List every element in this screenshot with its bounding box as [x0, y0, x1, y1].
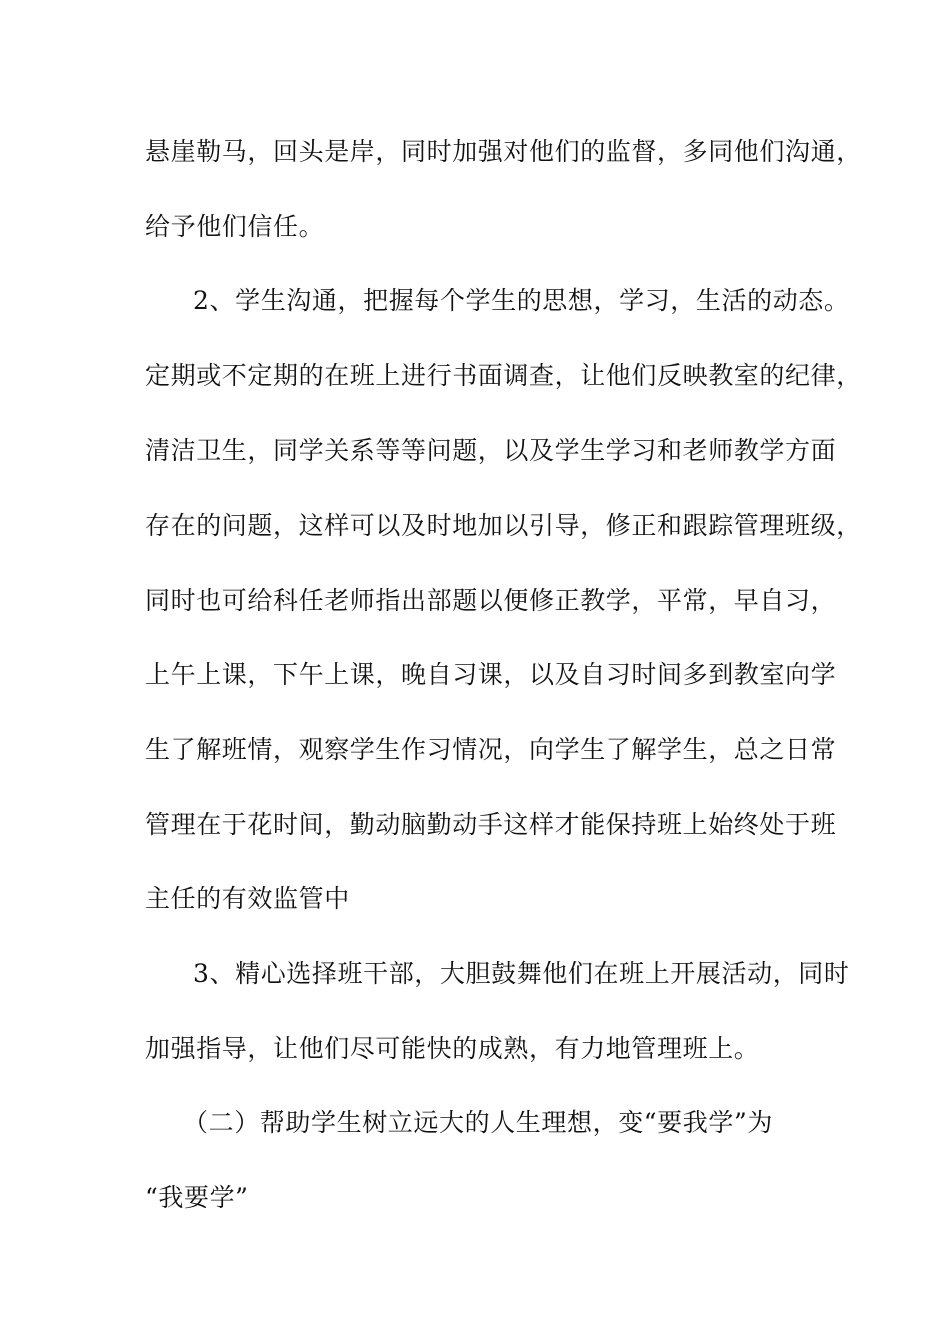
text-line-7: 同时也可给科任老师指出部题以便修正教学，平常，早自习， — [145, 586, 837, 615]
section-heading-continued: “我要学” — [145, 1183, 249, 1212]
text-line-5: 清洁卫生，同学关系等等问题，以及学生学习和老师教学方面 — [145, 436, 837, 465]
section-heading: （二）帮助学生树立远大的人生理想，变“要我学”为 — [183, 1108, 773, 1137]
text-line-6: 存在的问题，这样可以及时地加以引导，修正和跟踪管理班级， — [145, 511, 862, 540]
text-line-2: 给予他们信任。 — [145, 212, 325, 241]
paragraph-2-heading: 2、学生沟通，把握每个学生的思想，学习，生活的动态。 — [193, 286, 850, 315]
text-line-4: 定期或不定期的在班上进行书面调查，让他们反映教室的纪律， — [145, 361, 862, 390]
text-line-13: 加强指导，让他们尽可能快的成熟，有力地管理班上。 — [145, 1034, 760, 1063]
text-line-11: 主任的有效监管中 — [145, 884, 350, 913]
text-line-8: 上午上课，下午上课，晚自习课，以及自习时间多到教室向学 — [145, 660, 837, 689]
text-line-10: 管理在于花时间，勤动脑勤动手这样才能保持班上始终处于班 — [145, 810, 837, 839]
paragraph-3-heading: 3、精心选择班干部，大胆鼓舞他们在班上开展活动，同时 — [193, 959, 850, 988]
text-line-1: 悬崖勒马，回头是岸，同时加强对他们的监督，多同他们沟通， — [145, 137, 862, 166]
text-line-9: 生了解班情，观察学生作习情况，向学生了解学生，总之日常 — [145, 735, 837, 764]
